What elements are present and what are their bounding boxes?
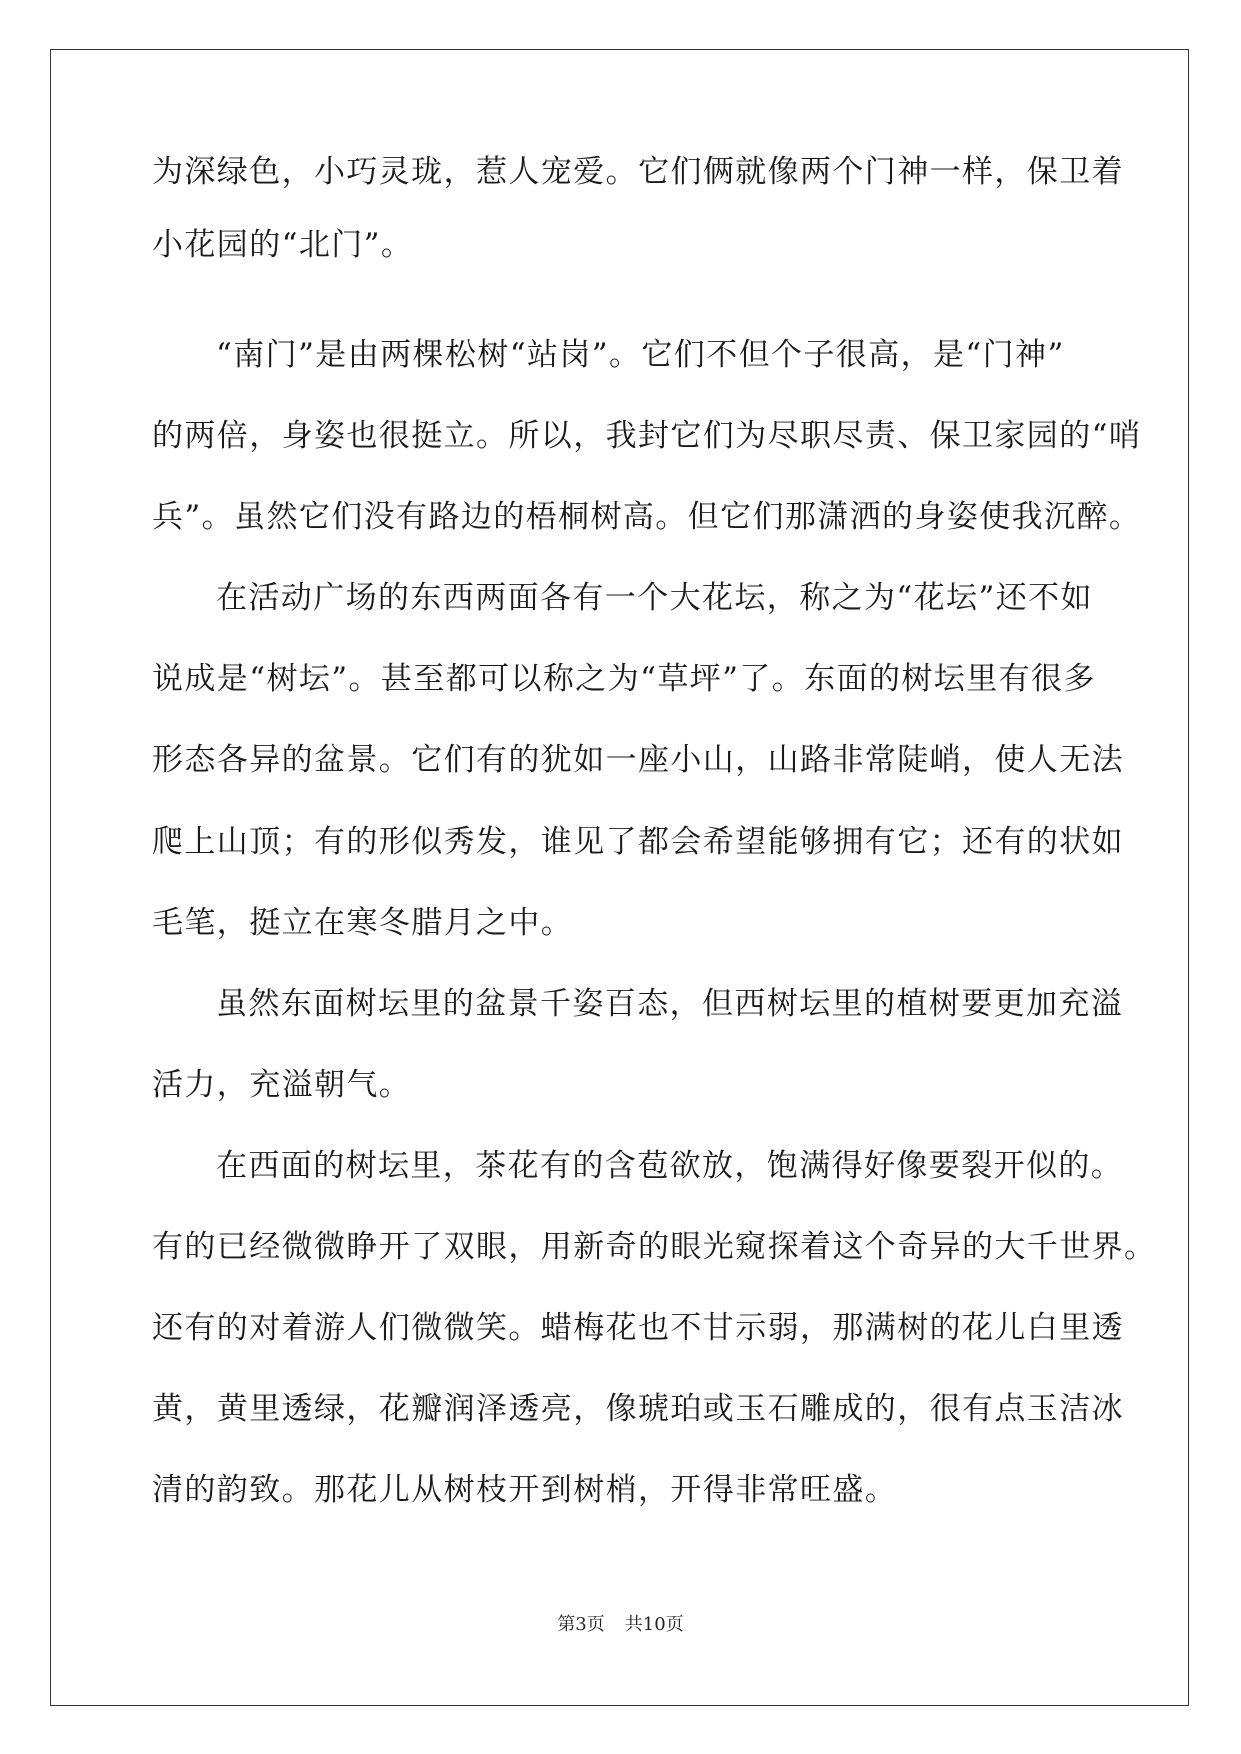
text-line: 的两倍，身姿也很挺立。所以，我封它们为尽职尽责、保卫家园的“哨 [152, 418, 1142, 454]
text-line: 在西面的树坛里，茶花有的含苞欲放，饱满得好像要裂开似的。 [216, 1148, 1124, 1184]
text-line: 有的已经微微睁开了双眼，用新奇的眼光窥探着这个奇异的大千世界。 [152, 1229, 1157, 1265]
text-line: 在活动广场的东西两面各有一个大花坛，称之为“花坛”还不如 [216, 580, 1093, 616]
page-total: 共10页 [624, 1614, 684, 1635]
text-line: 黄，黄里透绿，花瓣润泽透亮，像琥珀或玉石雕成的，很有点玉洁冰 [152, 1391, 1124, 1427]
text-line: “南门”是由两棵松树“站岗”。它们不但个子很高，是“门神” [216, 337, 1065, 373]
text-line: 兵”。虽然它们没有路边的梧桐树高。但它们那潇洒的身姿使我沉醉。 [152, 499, 1142, 535]
text-line: 为深绿色，小巧灵珑，惹人宠爱。它们俩就像两个门神一样，保卫着 [152, 154, 1124, 190]
text-line: 说成是“树坛”。甚至都可以称之为“草坪”了。东面的树坛里有很多 [152, 661, 1096, 697]
page-border [50, 49, 1189, 1706]
text-line: 还有的对着游人们微微笑。蜡梅花也不甘示弱，那满树的花儿白里透 [152, 1310, 1124, 1346]
page-footer [0, 1613, 1241, 1637]
text-line: 形态各异的盆景。它们有的犹如一座小山，山路非常陡峭，使人无法 [152, 742, 1124, 778]
text-line: 清的韵致。那花儿从树枝开到树梢，开得非常旺盛。 [152, 1472, 898, 1508]
text-line: 虽然东面树坛里的盆景千姿百态，但西树坛里的植树要更加充溢 [216, 986, 1124, 1022]
text-line: 小花园的“北门”。 [152, 227, 414, 263]
page-number: 第3页 [557, 1614, 605, 1635]
text-line: 活力，充溢朝气。 [152, 1067, 412, 1103]
text-line: 毛笔，挺立在寒冬腊月之中。 [152, 905, 574, 941]
text-line: 爬上山顶；有的形似秀发，谁见了都会希望能够拥有它；还有的状如 [152, 824, 1124, 860]
